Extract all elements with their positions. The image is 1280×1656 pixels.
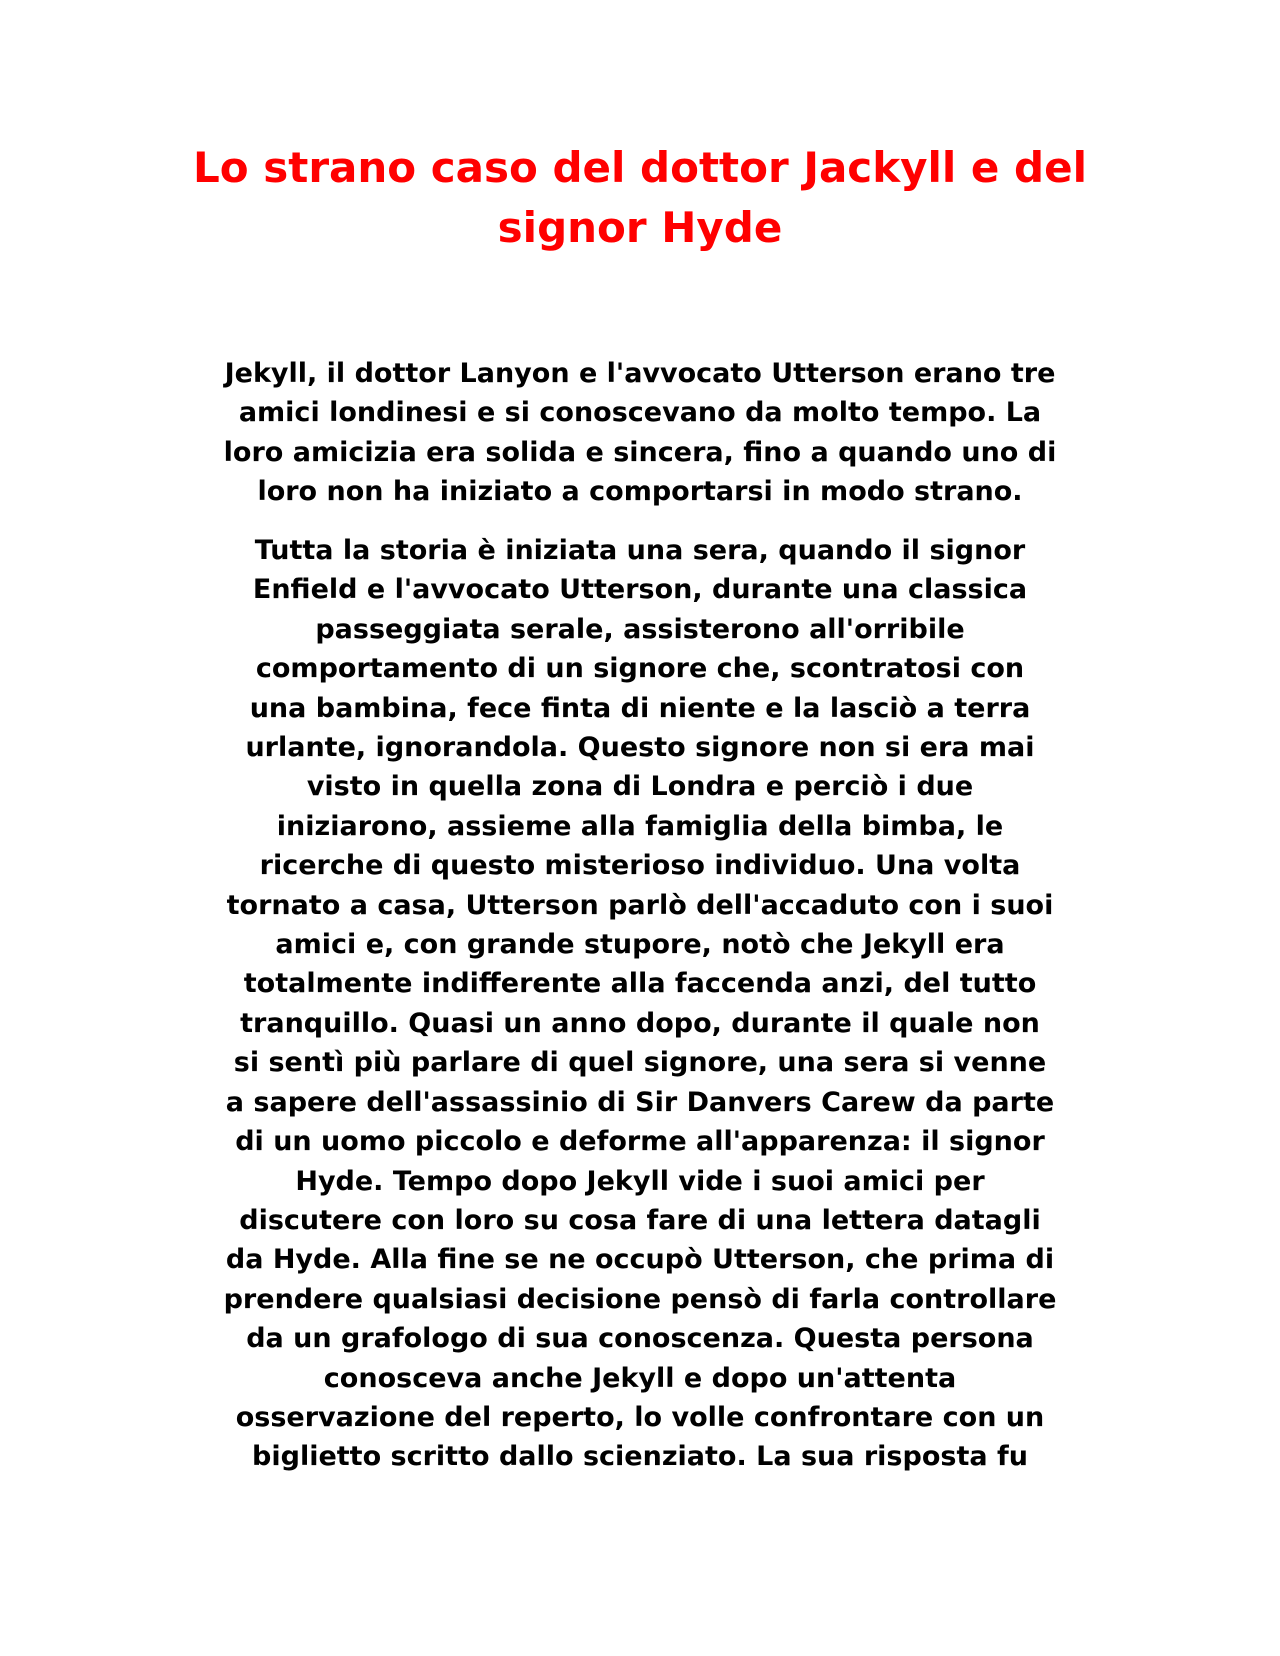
paragraph-line: visto in quella zona di Londra e perciò i due [306,771,974,803]
paragraph-line: discutere con loro su cosa fare di una lettera datagli [239,1204,1041,1236]
paragraph-line: loro non ha iniziato a comportarsi in modo strano. [257,476,1023,508]
paragraph-line: iniziarono, assieme alla famiglia della bimba, le [276,810,1004,842]
paragraph-line: urlante, ignorandola. Questo signore non si era mai [245,732,1035,764]
paragraph-line: biglietto scritto dallo scienziato. La sua risposta fu [252,1441,1028,1473]
paragraph-line: prendere qualsiasi decisione pensò di farla controllare [223,1283,1057,1315]
paragraph-line: loro amicizia era solida e sincera, fino a quando uno di [223,436,1057,468]
page-title [160,138,1120,258]
paragraph-line: osservazione del reperto, lo volle confrontare con un [235,1401,1045,1433]
paragraph-line: da un grafologo di sua conoscenza. Questa persona [246,1323,1034,1355]
paragraph-story [176,531,1104,1477]
paragraph-line: una bambina, fece finta di niente e la lasciò a terra [249,692,1031,724]
paragraph-line: di un uomo piccolo e deforme all'apparenza: il signor [235,1126,1045,1158]
paragraph-line: da Hyde. Alla fine se ne occupò Utterson, che prima di [225,1244,1055,1276]
paragraph-line: comportamento di un signore che, scontratosi con [255,653,1025,685]
paragraph-line: tornato a casa, Utterson parlò dell'accaduto con i suoi [226,889,1054,921]
paragraph-line: Jekyll, il dottor Lanyon e l'avvocato Utterson erano tre [224,358,1056,389]
title-line: signor Hyde [497,203,783,252]
paragraph-line: amici e, con grande stupore, notò che Jekyll era [275,929,1005,961]
paragraph-line: a sapere dell'assassinio di Sir Danvers Carew da parte [225,1086,1055,1118]
paragraph-line: totalmente indifferente alla faccenda anzi, del tutto [243,968,1037,1000]
paragraph-intro [176,354,1104,512]
paragraph-line: conosceva anche Jekyll e dopo un'attenta [323,1362,957,1394]
paragraph-line: amici londinesi e si conoscevano da molto tempo. La [238,397,1042,429]
paragraph-line: ricerche di questo misterioso individuo. Una volta [259,850,1021,882]
paragraph-line: Hyde. Tempo dopo Jekyll vide i suoi amici per [295,1165,985,1197]
title-line: Lo strano caso del dottor Jackyll e del [193,143,1087,192]
paragraph-line: passeggiata serale, assisterono all'orribile [315,613,965,645]
paragraph-line: tranquillo. Quasi un anno dopo, durante il quale non [240,1007,1040,1039]
paragraph-line: si sentì più parlare di quel signore, una sera si venne [233,1047,1047,1079]
paragraph-line: Enfield e l'avvocato Utterson, durante una classica [252,574,1028,606]
paragraph-line: Tutta la storia è iniziata una sera, quando il signor [254,535,1026,566]
